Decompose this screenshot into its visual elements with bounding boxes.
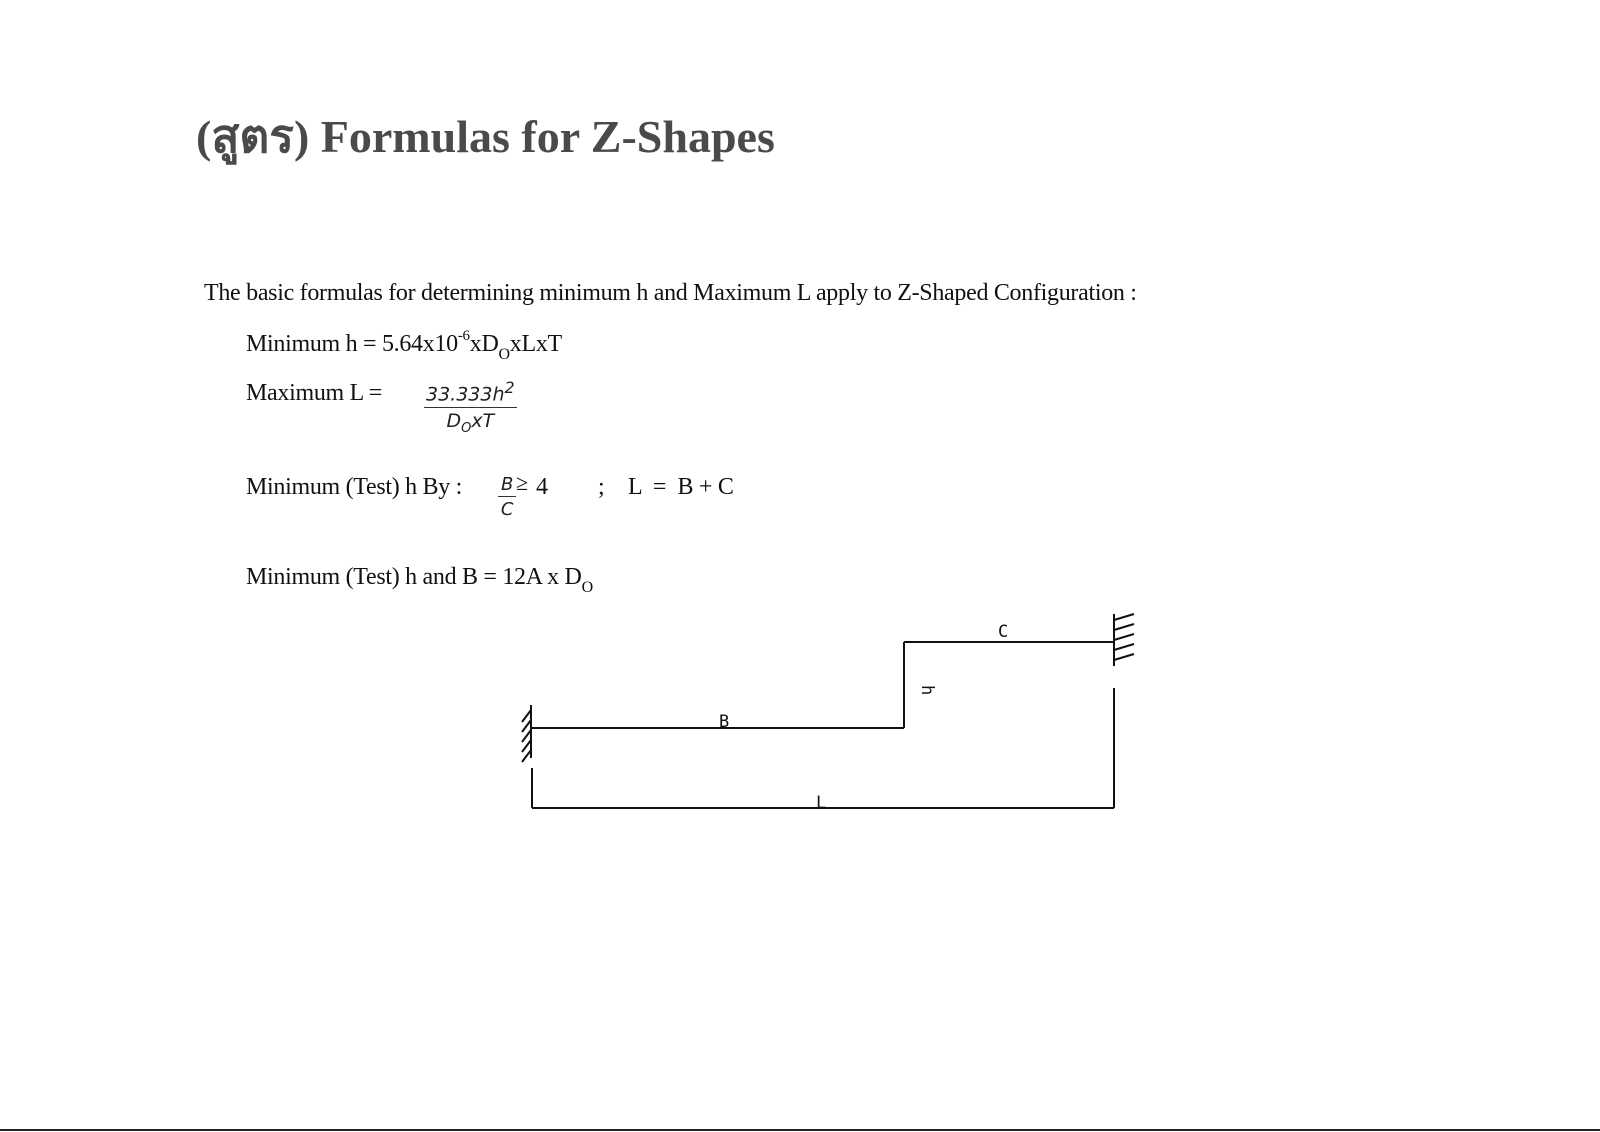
formula-exponent: -6	[457, 328, 470, 344]
intro-text: The basic formulas for determining minimum h and Maximum L apply to Z-Shaped Configuration :	[204, 280, 1137, 306]
page-title: (สูตร) Formulas for Z-Shapes	[196, 111, 775, 162]
label-b: B	[719, 712, 730, 732]
formula-label: Minimum (Test) h and B	[246, 564, 478, 590]
formula-mid: xD	[469, 331, 499, 357]
formula-test-h-label: Minimum (Test) h By :	[246, 474, 463, 500]
right-support-hatch	[1114, 634, 1134, 640]
formula-l-equals: L = B + C	[628, 474, 734, 500]
label-h: h	[917, 685, 937, 696]
fraction-numerator: $33.333h^2$	[424, 378, 517, 408]
formula-subscript: O	[498, 345, 510, 363]
label-c: C	[998, 622, 1009, 642]
formula-maximum-l-label: Maximum L =	[246, 380, 383, 406]
fraction-denominator: C	[500, 499, 514, 520]
right-support-hatch	[1114, 624, 1134, 630]
fraction-numerator: B	[498, 474, 516, 497]
fraction-denominator: $D_OxT$	[446, 410, 495, 437]
formula-separator: ;	[598, 474, 605, 500]
formula-subscript: O	[581, 578, 593, 596]
formula-eq: = 5.64x10	[357, 331, 458, 357]
formula-label: Minimum h	[246, 331, 358, 357]
bottom-rule	[0, 1129, 1600, 1131]
formula-test-h-operator: ≥	[516, 470, 528, 495]
label-l: L	[816, 793, 827, 813]
right-support-hatch	[1114, 644, 1134, 650]
right-support-hatch	[1114, 654, 1134, 660]
right-support-hatch	[1114, 614, 1134, 620]
formula-eq: = 12A x D	[477, 564, 582, 590]
formula-tail: xLxT	[509, 331, 562, 357]
formula-test-h-value: 4	[536, 474, 548, 500]
